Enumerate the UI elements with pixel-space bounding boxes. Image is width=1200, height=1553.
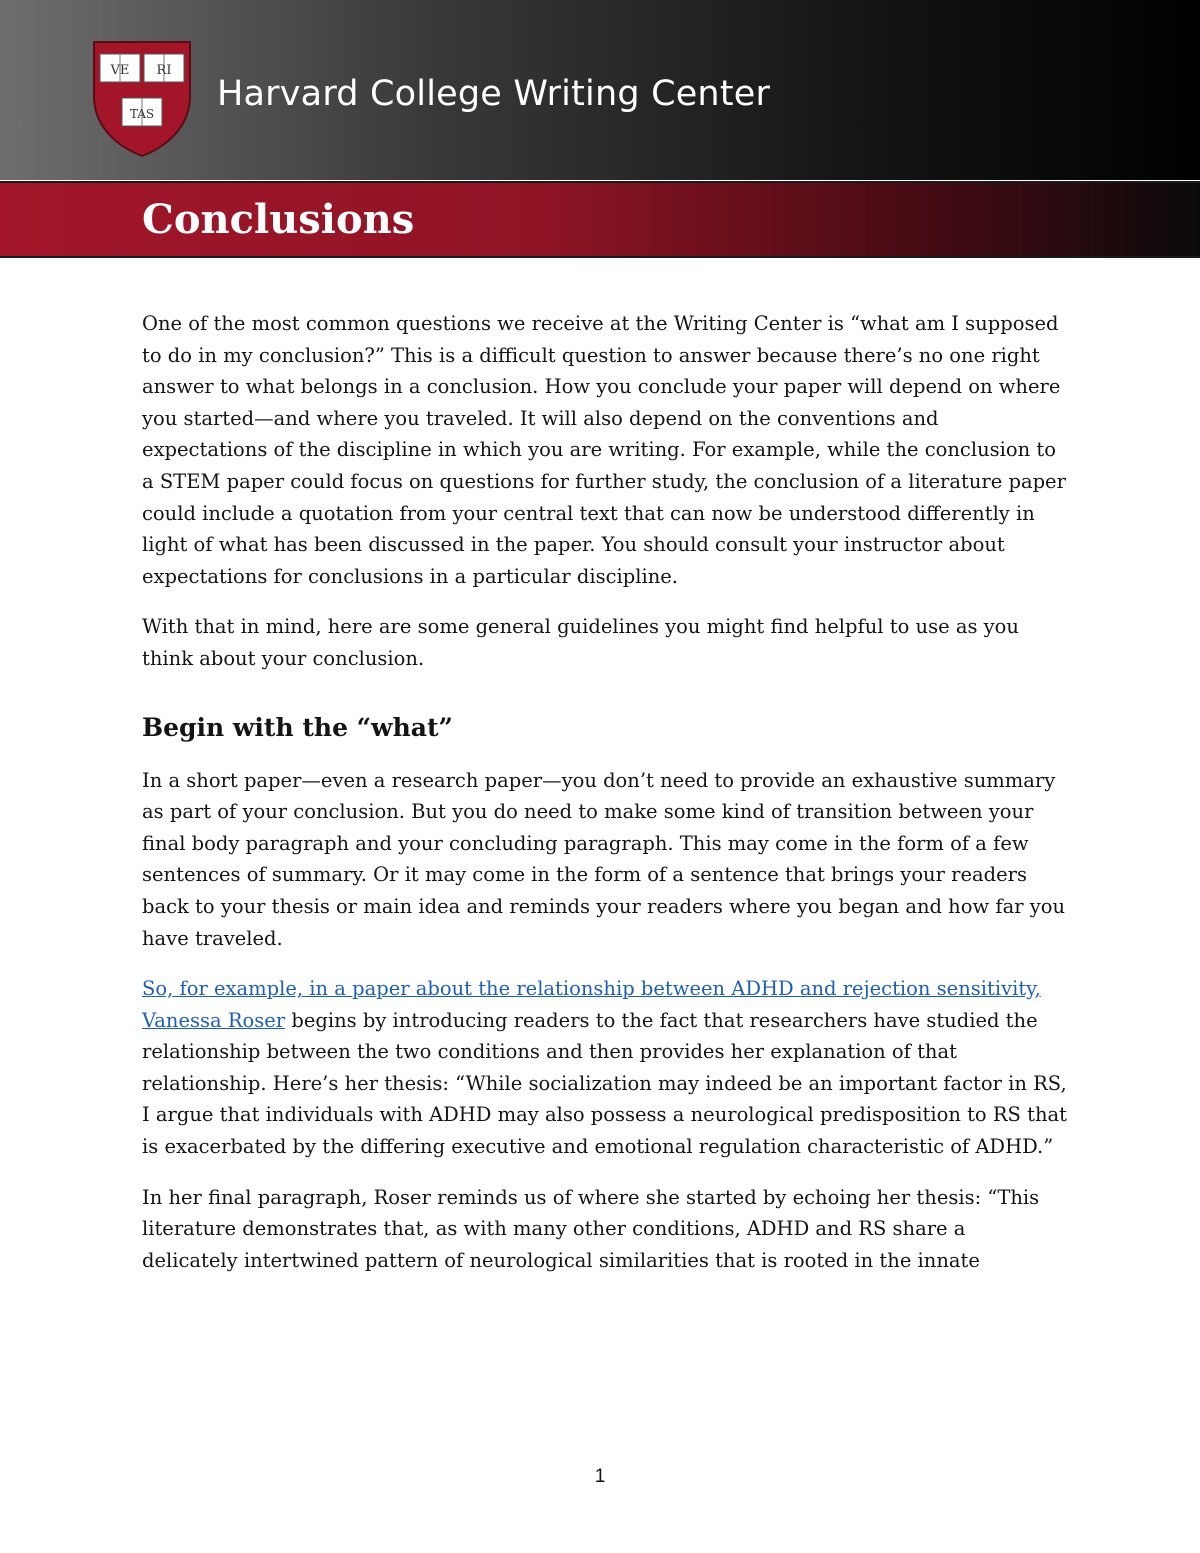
book-icon-right <box>144 54 184 82</box>
section-paragraph-1: In a short paper—even a research paper—you don’t need to provide an exhaustive summary as part of your conclusion. But you do need to make some kind of transition between your final body paragraph and your concluding paragraph. This may come in the form of a few sentences of summary. Or it may come in the form of a sentence that brings your readers back to your thesis or main idea and reminds your readers where you began and how far you have traveled. <box>142 768 1066 950</box>
page-title: Conclusions <box>142 196 415 243</box>
section-paragraph-3: In her final paragraph, Roser reminds us of where she started by echoing her thesis: “This literature demonstrates that, as with many other conditions, ADHD and RS share a delicately intertwined pattern of neurological similarities that is rooted in the innate <box>142 1185 1040 1272</box>
shield-text-ri: RI <box>156 63 172 78</box>
section-paragraph-2-text: begins by introducing readers to the fact that researchers have studied the relationship between the two conditions and then provides her explanation of that relationship. Here’s her thesis: “While socialization may indeed be an important factor in RS, I argue that individuals with ADHD may also possess a neurological predisposition to RS that is exacerbated by the differing executive and emotional regulation characteristic of ADHD.” <box>142 1008 1067 1159</box>
book-icon-bottom <box>122 98 162 126</box>
section-paragraph-2 <box>142 973 1067 1163</box>
intro-paragraph-2: With that in mind, here are some general guidelines you might find helpful to use as you think about your conclusion. <box>142 615 1019 670</box>
book-icon-left <box>100 54 140 82</box>
roser-example-link[interactable]: So, for example, in a paper about the relationship between ADHD and rejection sensitivity, Vanessa Roser <box>142 977 1041 1032</box>
intro-paragraph-1: One of the most common questions we receive at the Writing Center is “what am I supposed to do in my conclusion?” This is a difficult question to answer because there’s no one right answer to what belongs in a conclusion. How you conclude your paper will depend on where you started—and where you traveled. It will also depend on the conventions and expectations of the discipline in which you are writing. For example, while the conclusion to a STEM paper could focus on questions for further study, the conclusion of a literature paper could include a quotation from your central text that can now be understood differently in light of what has been discussed in the paper. You should consult your instructor about expectations for conclusions in a particular discipline. <box>142 312 1066 588</box>
page-number: 1 <box>594 1466 606 1487</box>
harvard-shield-logo <box>90 38 194 158</box>
shield-text-tas: TAS <box>129 107 155 121</box>
org-name: Harvard College Writing Center <box>217 74 771 114</box>
shield-text-ve: VE <box>110 63 130 78</box>
document-body <box>142 308 1067 1295</box>
section-heading: Begin with the “what” <box>142 712 453 742</box>
